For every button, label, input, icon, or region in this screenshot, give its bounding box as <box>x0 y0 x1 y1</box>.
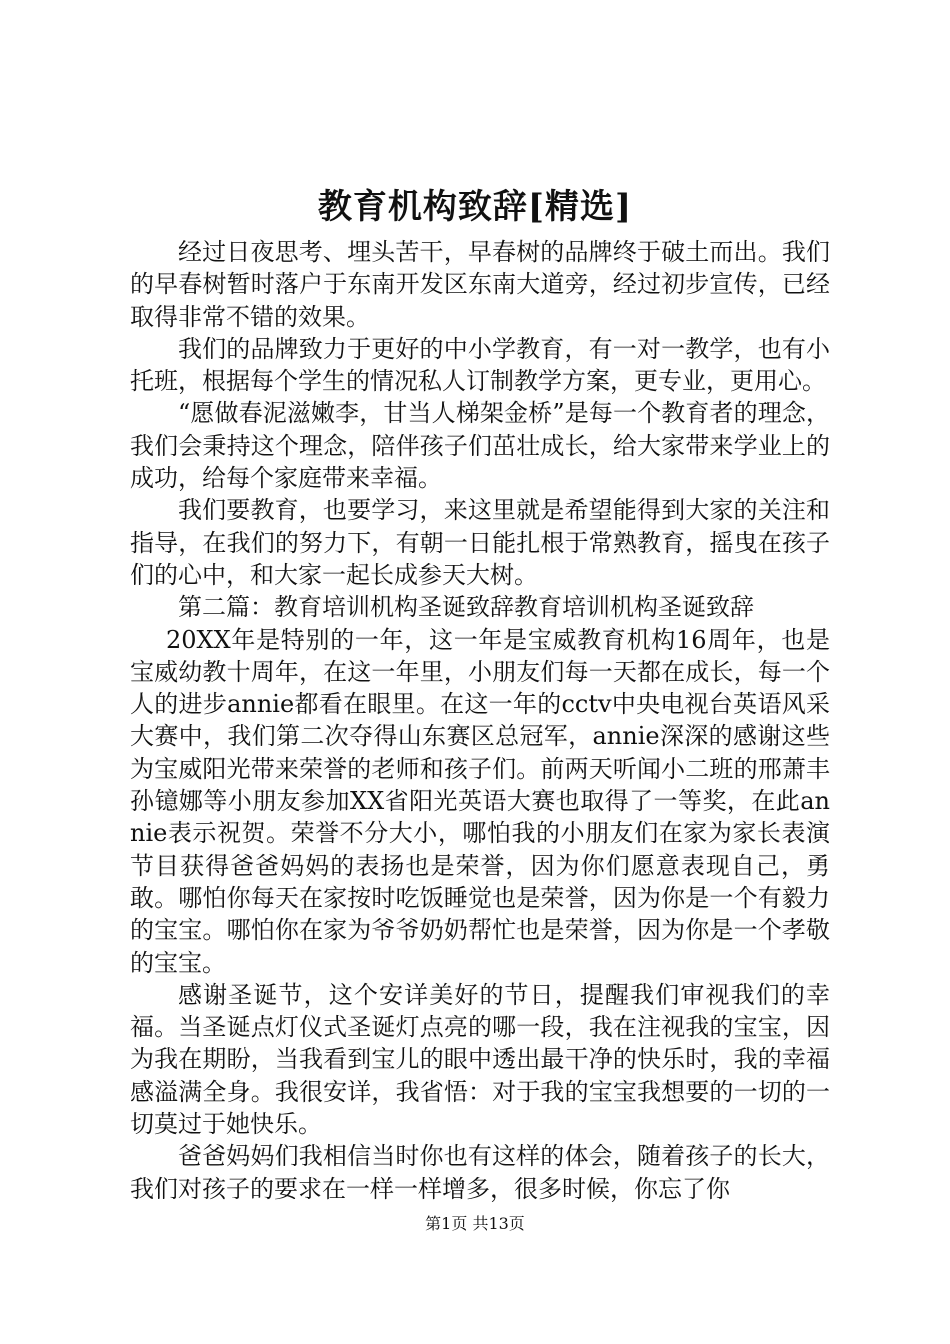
paragraph: 感谢圣诞节，这个安详美好的节日，提醒我们审视我们的幸福。当圣诞点灯仪式圣诞灯点亮的哪一段，我在注视我的宝宝，因为我在期盼，当我看到宝儿的眼中透出最干净的快乐时，我的幸福感溢满全身。我很安详，我省悟：对于我的宝宝我想要的一切的一切莫过于她快乐。 <box>130 980 830 1139</box>
paragraph: 经过日夜思考、埋头苦干，早春树的品牌终于破土而出。我们的早春树暂时落户于东南开发区东南大道旁，经过初步宣传，已经取得非常不错的效果。 <box>130 238 830 331</box>
paragraph: 爸爸妈妈们我相信当时你也有这样的体会，随着孩子的长大，我们对孩子的要求在一样一样增多，很多时候，你忘了你 <box>130 1142 830 1203</box>
document-body <box>130 236 830 1205</box>
paragraph: 我们的品牌致力于更好的中小学教育，有一对一教学，也有小托班，根据每个学生的情况私人订制教学方案，更专业，更用心。 <box>130 334 830 396</box>
paragraph: 20XX年是特别的一年，这一年是宝威教育机构16周年，也是宝威幼教十周年，在这一年里，小朋友们每一天都在成长，每一个人的进步annie都看在眼里。在这一年的cctv中央电视台英语风采大赛中，我们第二次夺得山东赛区总冠军，annie深深的感谢这些为宝威阳光带来荣誉的老师和孩子们。前两天听闻小二班的邢萧丰孙镱娜等小朋友参加XX省阳光英语大赛也取得了一等奖，在此annie表示祝贺。荣誉不分大小，哪怕我的小朋友们在家为家长表演节目获得爸爸妈妈的表扬也是荣誉，因为你们愿意表现自己，勇敢。哪怕你每天在家按时吃饭睡觉也是荣誉，因为你是一个有毅力的宝宝。哪怕你在家为爷爷奶奶帮忙也是荣誉，因为你是一个孝敬的宝宝。 <box>130 625 830 977</box>
document-title: 教育机构致辞[精选] <box>317 187 633 227</box>
section-heading: 第二篇：教育培训机构圣诞致辞教育培训机构圣诞致辞 <box>178 593 754 622</box>
paragraph: 我们要教育，也要学习，来这里就是希望能得到大家的关注和指导，在我们的努力下，有朝一日能扎根于常熟教育，摇曳在孩子们的心中，和大家一起长成参天大树。 <box>130 496 830 589</box>
paragraph: “愿做春泥滋嫩李，甘当人梯架金桥”是每一个教育者的理念，我们会秉持这个理念，陪伴孩子们茁壮成长，给大家带来学业上的成功，给每个家庭带来幸福。 <box>130 399 830 493</box>
page-footer: 第1页 共13页 <box>425 1214 525 1233</box>
